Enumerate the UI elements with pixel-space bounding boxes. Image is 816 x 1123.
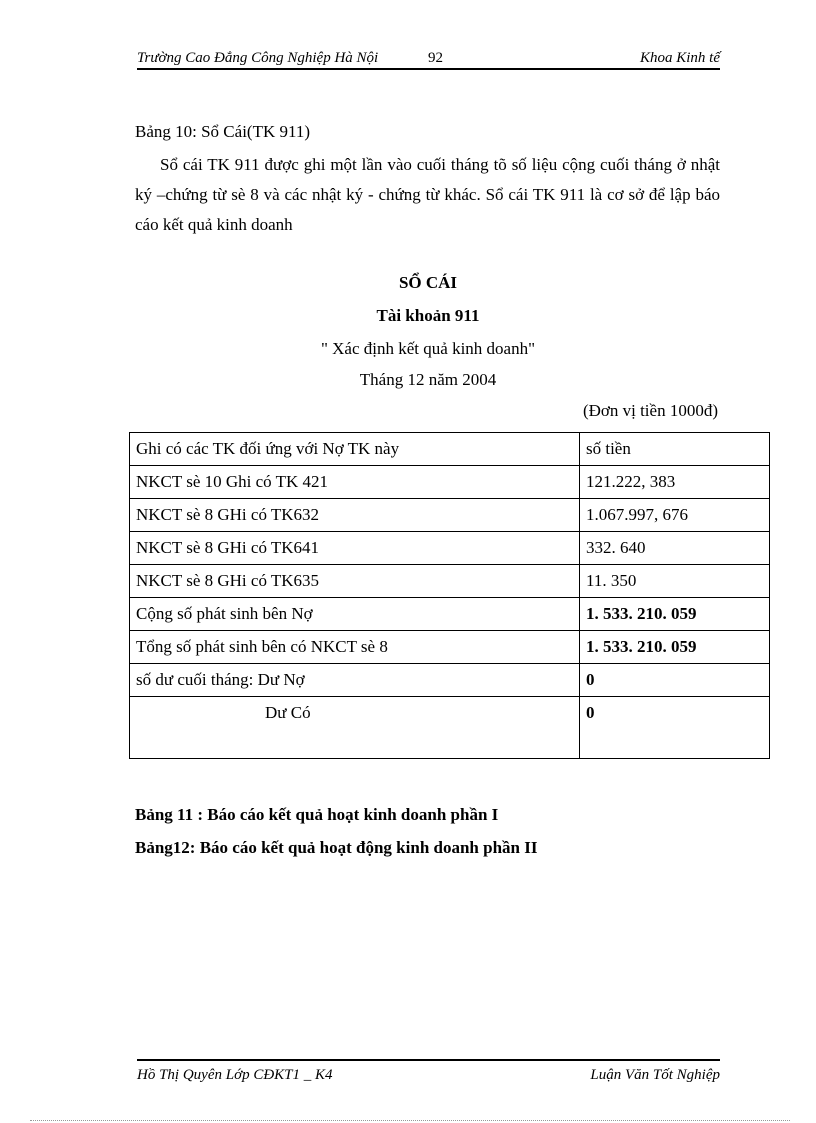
header-page-number: 92 bbox=[428, 50, 443, 66]
next-table-caption-12: Bảng12: Báo cáo kết quả hoạt động kinh doanh phần II bbox=[135, 838, 538, 857]
column-header-amount: số tiền bbox=[580, 433, 770, 466]
table-header-row bbox=[130, 433, 770, 466]
intro-paragraph: Sổ cái TK 911 được ghi một lần vào cuối tháng tõ số liệu cộng cuối tháng ở nhật ký –chứng từ sè 8 và các nhật ký - chứng từ khác. Sổ cái TK 911 là cơ sở để lập báo cáo kết quả kinh doanh bbox=[135, 155, 720, 234]
row-value: 1.067.997, 676 bbox=[580, 499, 770, 532]
page-bottom-divider bbox=[30, 1120, 790, 1121]
row-label: Cộng số phát sinh bên Nợ bbox=[130, 598, 580, 631]
row-value: 332. 640 bbox=[580, 532, 770, 565]
row-value: 1. 533. 210. 059 bbox=[580, 598, 770, 631]
table-row bbox=[130, 598, 770, 631]
header-school: Trường Cao Đẳng Công Nghiệp Hà Nội bbox=[137, 50, 379, 66]
row-label: Tổng số phát sinh bên có NKCT sè 8 bbox=[130, 631, 580, 664]
row-value: 0 bbox=[580, 697, 770, 759]
ledger-account-name: " Xác định kết quả kinh doanh" bbox=[320, 339, 536, 358]
table-row bbox=[130, 631, 770, 664]
ledger-unit: (Đơn vị tiền 1000đ) bbox=[582, 401, 718, 420]
table-row bbox=[130, 565, 770, 598]
next-table-caption-11: Bảng 11 : Báo cáo kết quả hoạt kinh doanh phần I bbox=[135, 805, 499, 824]
header-department: Khoa Kinh tế bbox=[639, 50, 720, 66]
row-value: 121.222, 383 bbox=[580, 466, 770, 499]
row-label: NKCT sè 10 Ghi có TK 421 bbox=[130, 466, 580, 499]
footer-author: Hồ Thị Quyên Lớp CĐKT1 _ K4 bbox=[137, 1067, 333, 1083]
row-value: 0 bbox=[580, 664, 770, 697]
table-row bbox=[130, 697, 770, 759]
footer-thesis: Luận Văn Tốt Nghiệp bbox=[590, 1067, 720, 1083]
row-label: Dư Có bbox=[130, 697, 580, 759]
table-row bbox=[130, 532, 770, 565]
row-value: 1. 533. 210. 059 bbox=[580, 631, 770, 664]
ledger-account: Tài khoản 911 bbox=[376, 306, 480, 325]
row-label: số dư cuối tháng: Dư Nợ bbox=[130, 664, 580, 697]
table-caption: Bảng 10: Sổ Cái(TK 911) bbox=[135, 122, 311, 141]
table-row bbox=[130, 466, 770, 499]
row-label: NKCT sè 8 GHi có TK641 bbox=[130, 532, 580, 565]
row-label: NKCT sè 8 GHi có TK632 bbox=[130, 499, 580, 532]
ledger-period: Tháng 12 năm 2004 bbox=[359, 370, 497, 389]
column-header-account: Ghi có các TK đối ứng với Nợ TK này bbox=[130, 433, 580, 466]
row-label: NKCT sè 8 GHi có TK635 bbox=[130, 565, 580, 598]
page-footer bbox=[137, 1059, 720, 1085]
table-row bbox=[130, 499, 770, 532]
ledger-table bbox=[129, 432, 770, 759]
row-value: 11. 350 bbox=[580, 565, 770, 598]
table-row bbox=[130, 664, 770, 697]
ledger-title: SỔ CÁI bbox=[398, 273, 458, 292]
page-header bbox=[137, 50, 720, 70]
